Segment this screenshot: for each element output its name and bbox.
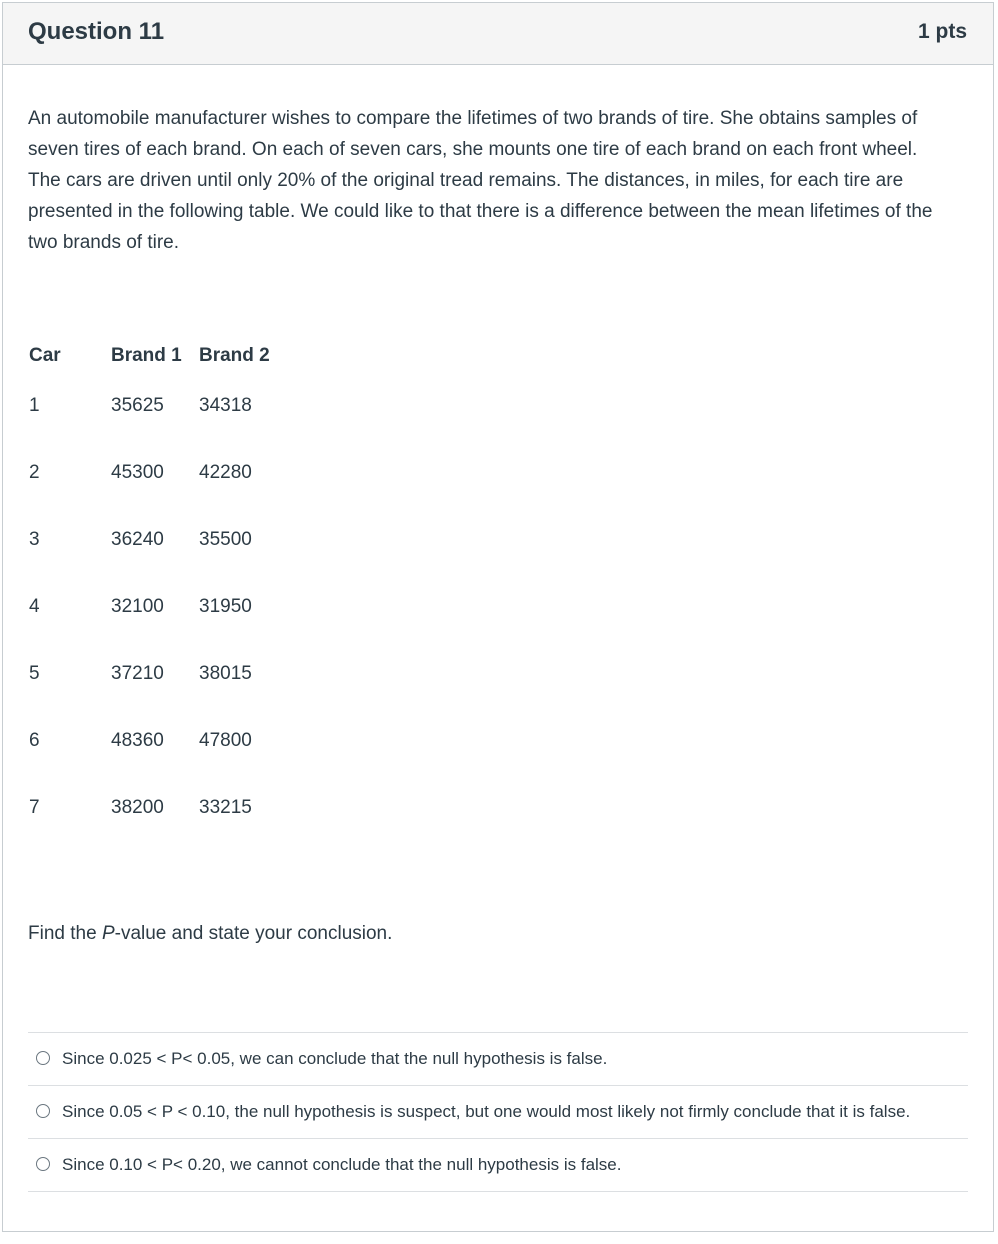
radio-button[interactable] xyxy=(36,1157,50,1171)
cell-car: 4 xyxy=(29,595,40,617)
table-row xyxy=(26,573,282,640)
question-title: Question 11 xyxy=(28,18,165,45)
cell-brand-1: 48360 xyxy=(111,729,164,751)
prompt-text-start: Find the xyxy=(28,923,102,944)
cell-brand-2: 33215 xyxy=(199,796,252,818)
table-row xyxy=(26,774,282,841)
cell-car: 1 xyxy=(29,394,40,416)
answer-label: Since 0.10 < P< 0.20, we cannot conclude that the null hypothesis is false. xyxy=(62,1155,622,1174)
table-header-row xyxy=(26,340,282,372)
cell-car: 7 xyxy=(29,796,40,818)
cell-brand-2: 34318 xyxy=(199,394,252,416)
table-row xyxy=(26,640,282,707)
answer-option-1[interactable] xyxy=(28,1033,968,1086)
radio-button[interactable] xyxy=(36,1104,50,1118)
cell-car: 2 xyxy=(29,461,40,483)
cell-car: 5 xyxy=(29,662,40,684)
cell-brand-1: 35625 xyxy=(111,394,164,416)
question-card xyxy=(2,2,994,1232)
answer-label: Since 0.025 < P< 0.05, we can conclude that the null hypothesis is false. xyxy=(62,1049,608,1068)
question-prompt xyxy=(28,923,392,945)
cell-brand-1: 32100 xyxy=(111,595,164,617)
question-points: 1 pts xyxy=(917,20,967,43)
answer-option-2[interactable] xyxy=(28,1086,968,1139)
table-row xyxy=(26,372,282,439)
question-text: An automobile manufacturer wishes to compare the lifetimes of two brands of tire. She obtains samples of seven tires of each brand. On each of seven cars, she mounts one tire of each brand on each front wheel. The cars are driven until only 20% of the original tread remains. The distances, in miles, for each tire are presented in the following table. We could like to that there is a difference between the mean lifetimes of the two brands of tire. xyxy=(28,108,933,253)
cell-brand-1: 36240 xyxy=(111,528,164,550)
table-row xyxy=(26,439,282,506)
prompt-p-symbol: P xyxy=(101,923,115,944)
prompt-text-end: -value and state your conclusion. xyxy=(114,923,393,944)
cell-brand-1: 38200 xyxy=(111,796,164,818)
answer-option-3[interactable] xyxy=(28,1139,968,1192)
answer-list xyxy=(28,1032,968,1192)
header-brand-2: Brand 2 xyxy=(199,345,270,366)
header-brand-1: Brand 1 xyxy=(111,345,182,366)
radio-button[interactable] xyxy=(36,1051,50,1065)
table-row xyxy=(26,506,282,573)
cell-car: 6 xyxy=(29,729,40,751)
answer-label: Since 0.05 < P < 0.10, the null hypothesis is suspect, but one would most likely not firmly conclude that it is false. xyxy=(62,1102,911,1121)
cell-brand-2: 47800 xyxy=(199,729,252,751)
header-car: Car xyxy=(29,345,61,366)
table-row xyxy=(26,707,282,774)
question-header xyxy=(3,3,993,65)
cell-brand-2: 38015 xyxy=(199,662,252,684)
cell-car: 3 xyxy=(29,528,40,550)
tire-data-table xyxy=(26,340,282,841)
cell-brand-2: 31950 xyxy=(199,595,252,617)
cell-brand-1: 45300 xyxy=(111,461,164,483)
cell-brand-1: 37210 xyxy=(111,662,164,684)
cell-brand-2: 42280 xyxy=(199,461,252,483)
cell-brand-2: 35500 xyxy=(199,528,252,550)
